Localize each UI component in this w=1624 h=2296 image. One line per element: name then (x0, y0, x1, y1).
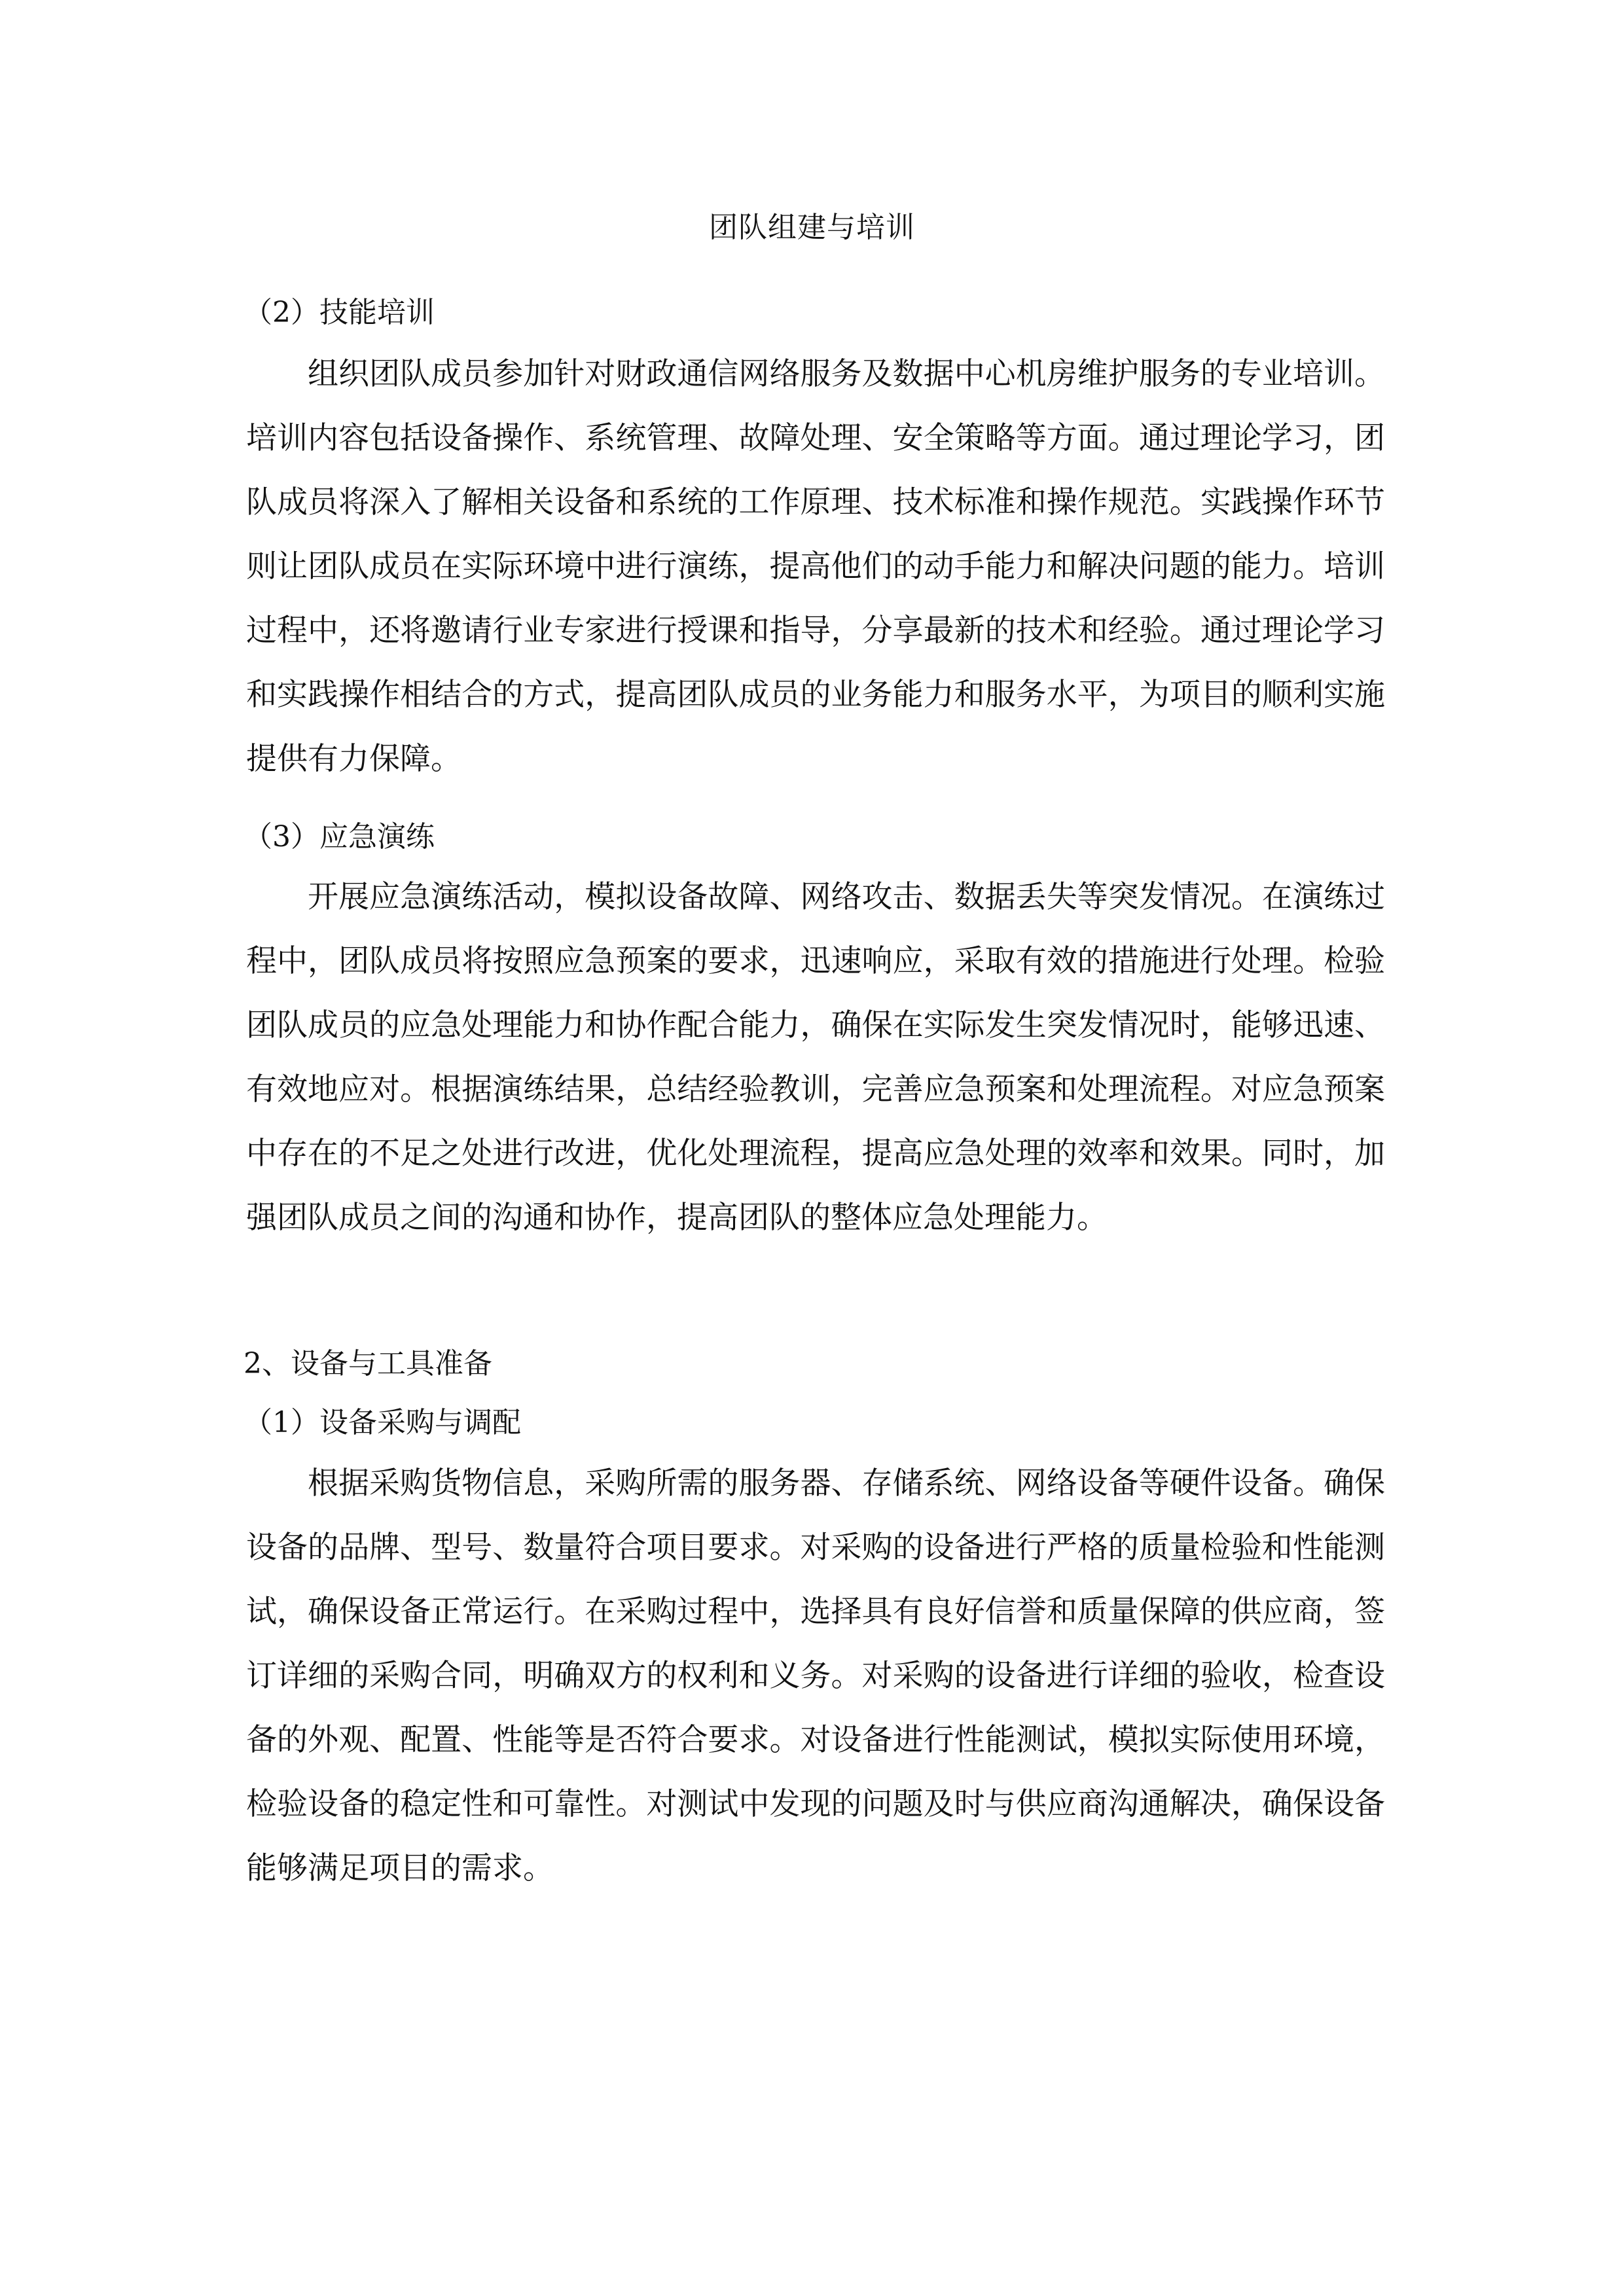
section-heading-emergency-drill: （3）应急演练 (244, 820, 435, 853)
paragraph-emergency-drill: 开展应急演练活动，模拟设备故障、网络攻击、数据丢失等突发情况。在演练过程中，团队成员将按照应急预案的要求，迅速响应，采取有效的措施进行处理。检验团队成员的应急处理能力和协作配合能力，确保在实际发生突发情况时，能够迅速、有效地应对。根据演练结果，总结经验教训，完善应急预案和处理流程。对应急预案中存在的不足之处进行改进，优化处理流程，提高应急处理的效率和效果。同时，加强团队成员之间的沟通和协作，提高团队的整体应急处理能力。 (246, 879, 1385, 1236)
paragraph-equipment-purchase: 根据采购货物信息，采购所需的服务器、存储系统、网络设备等硬件设备。确保设备的品牌、型号、数量符合项目要求。对采购的设备进行严格的质量检验和性能测试，确保设备正常运行。在采购过程中，选择具有良好信誉和质量保障的供应商，签订详细的采购合同，明确双方的权利和义务。对采购的设备进行详细的验收，检查设备的外观、配置、性能等是否符合要求。对设备进行性能测试，模拟实际使用环境，检验设备的稳定性和可靠性。对测试中发现的问题及时与供应商沟通解决，确保设备能够满足项目的需求。 (246, 1465, 1385, 1886)
section-heading-equipment-purchase: （1）设备采购与调配 (244, 1406, 521, 1439)
paragraph-skill-training: 组织团队成员参加针对财政通信网络服务及数据中心机房维护服务的专业培训。培训内容包括设备操作、系统管理、故障处理、安全策略等方面。通过理论学习，团队成员将深入了解相关设备和系统的工作原理、技术标准和操作规范。实践操作环节则让团队成员在实际环境中进行演练，提高他们的动手能力和解决问题的能力。培训过程中，还将邀请行业专家进行授课和指导，分享最新的技术和经验。通过理论学习和实践操作相结合的方式，提高团队成员的业务能力和服务水平，为项目的顺利实施提供有力保障。 (246, 356, 1385, 777)
section-heading-equipment-tools: 2、设备与工具准备 (244, 1347, 492, 1380)
page-title: 团队组建与培训 (709, 211, 915, 244)
section-heading-skill-training: （2）技能培训 (244, 296, 435, 329)
